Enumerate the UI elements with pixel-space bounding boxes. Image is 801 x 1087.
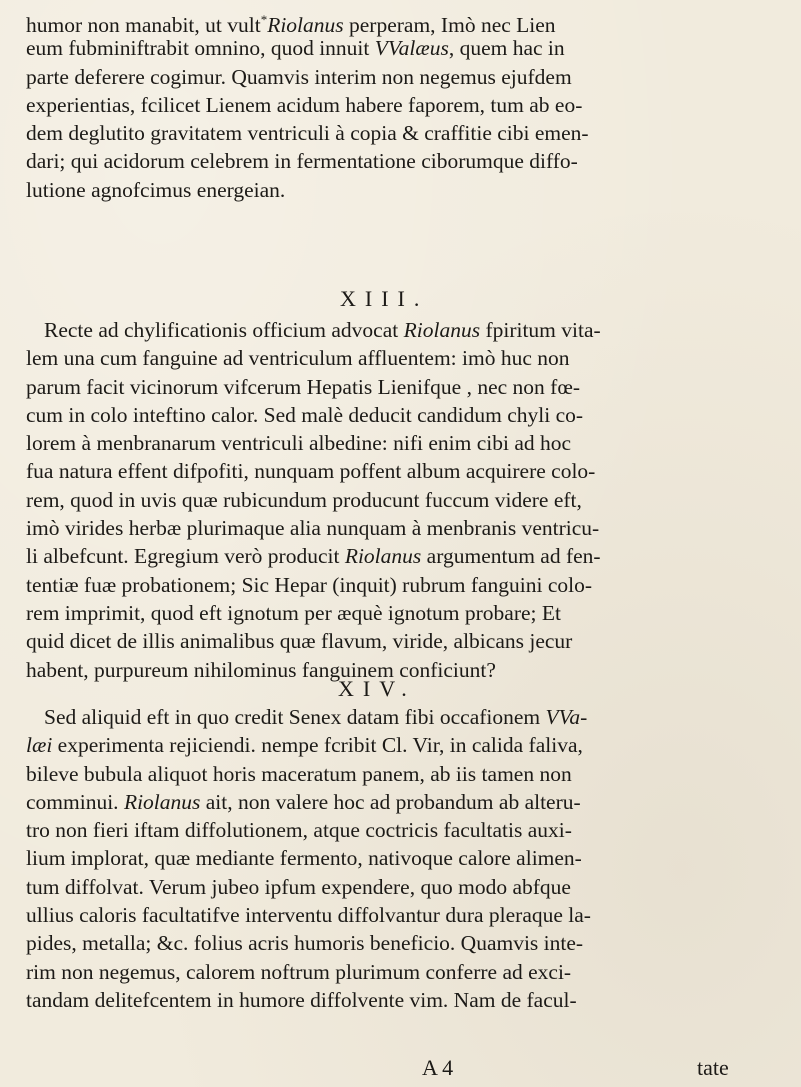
text-line: læi experimenta rejiciendi. nempe fcribit Cl. Vir, in calida faliva, [26, 733, 583, 758]
text-line: humor non manabit, ut vult*Riolanus perperam, Imò nec Lien [26, 12, 556, 38]
author-name: Riolanus [123, 789, 201, 814]
text-line: rim non negemus, calorem noftrum plurimum conferre ad exci- [26, 959, 572, 984]
text-line: pides, metalla; &c. folius acris humoris beneficio. Quamvis inte- [26, 931, 584, 956]
signature-mark: A 4 [422, 1055, 454, 1080]
asterisk-marker: * [260, 12, 268, 27]
catchword: tate [697, 1055, 729, 1080]
text-line: li albefcunt. Egregium verò producit Riolanus argumentum ad fen- [26, 544, 601, 569]
text-line: quid dicet de illis animalibus quæ flavum, viride, albicans jecur [26, 629, 573, 654]
text-line: habent, purpureum nihilominus fanguinem conficiunt? [26, 657, 496, 682]
text-line: rem imprimit, quod eft ignotum per æquè ignotum probare; Et [26, 600, 562, 625]
text-line: ullius caloris facultatifve interventu diffolvantur dura pleraque la- [26, 903, 591, 928]
text-line: fua natura effent difpofiti, nunquam poffent album acquirere colo- [26, 459, 596, 484]
author-name: Riolanus [267, 13, 344, 38]
text-line: imò virides herbæ plurimaque alia nunquam à menbranis ventricu- [26, 516, 600, 541]
text-line: tentiæ fuæ probationem; Sic Hepar (inquit) rubrum fanguini colo- [26, 572, 593, 597]
text-line: tro non fieri iftam diffolutionem, atque coctricis facultatis auxi- [26, 818, 572, 843]
author-name: Riolanus [403, 318, 481, 342]
text-line: lutione agnofcimus energeian. [26, 177, 286, 202]
author-name: VVa- [545, 705, 588, 729]
text-line: lium implorat, quæ mediante fermento, nativoque calore alimen- [26, 846, 582, 871]
text-line: Sed aliquid eft in quo credit Senex datam fibi occafionem VVa- [44, 705, 588, 729]
text-line: Recte ad chylificationis officium advocat Riolanus fpiritum vita- [44, 318, 601, 342]
text-line: tum diffolvat. Verum jubeo ipfum expendere, quo modo abfque [26, 874, 571, 899]
text-line: comminui. Riolanus ait, non valere hoc ad probandum ab alteru- [26, 789, 581, 814]
section-heading-14: XIV. [338, 676, 416, 701]
paragraph-1 [26, 6, 778, 204]
text-line: parte deferere cogimur. Quamvis interim non negemus ejufdem [26, 64, 572, 89]
text-line: tandam delitefcentem in humore diffolvente vim. Nam de facul- [26, 987, 577, 1012]
text-line: lem una cum fanguine ad ventriculum affluentem: imò huc non [26, 346, 570, 371]
paragraph-3 [26, 703, 778, 1014]
author-name: Riolanus [344, 544, 422, 569]
author-name: læi [26, 733, 53, 758]
text-line: rem, quod in uvis quæ rubicundum producunt fuccum videre eft, [26, 487, 582, 512]
author-name: VValæus [374, 36, 449, 61]
text-line: dem deglutito gravitatem ventriculi à copia & craffitie cibi emen- [26, 121, 589, 146]
text-line: cum in colo inteftino calor. Sed malè deducit candidum chyli co- [26, 402, 584, 427]
section-heading-13: XIII. [340, 286, 429, 311]
paragraph-2 [26, 316, 778, 684]
text-line: dari; qui acidorum celebrem in fermentatione ciborumque diffo- [26, 149, 578, 174]
text-line: lorem à menbranarum ventriculi albedine: nifi enim cibi ad hoc [26, 431, 572, 456]
text-line: eum fubminiftrabit omnino, quod innuit VValæus, quem hac in [26, 36, 565, 61]
text-line: parum facit vicinorum vifcerum Hepatis Lienifque , nec non fœ- [26, 374, 581, 399]
text-line: experientias, fcilicet Lienem acidum habere faporem, tum ab eo- [26, 92, 583, 117]
text-line: bileve bubula aliquot horis maceratum panem, ab iis tamen non [26, 761, 572, 786]
